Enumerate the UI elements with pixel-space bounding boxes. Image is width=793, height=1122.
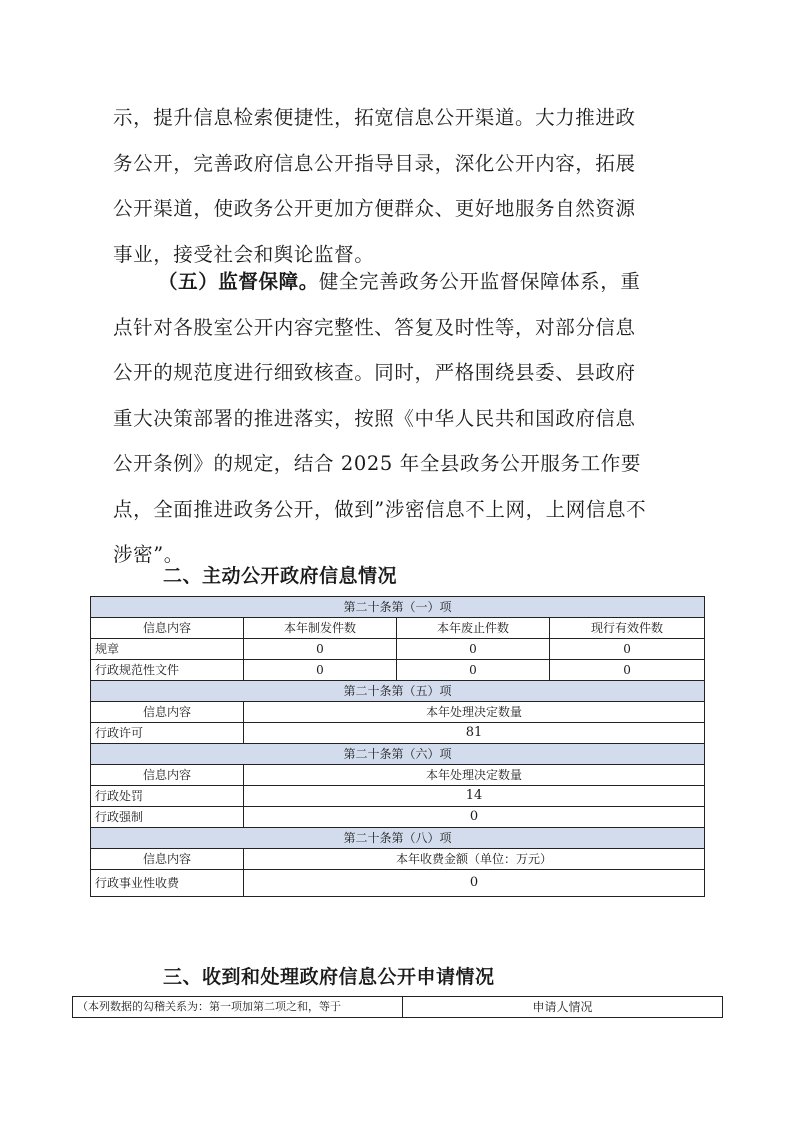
text-line: 事业，接受社会和舆论监督。 (113, 242, 375, 266)
text-line: 公开渠道，使政务公开更加方便群众、更好地服务自然资源 (113, 197, 636, 220)
cell-value: 0 (244, 807, 705, 828)
cell-value: 0 (397, 639, 550, 660)
column-header: 信息内容 (91, 849, 244, 870)
table-header-row (91, 849, 705, 870)
paragraph-supervision (113, 259, 680, 578)
table-header-row (91, 618, 705, 639)
table-row (91, 786, 705, 807)
table-section-row (91, 828, 705, 849)
column-header: 本年处理决定数量 (244, 702, 705, 723)
text-line: 务公开，完善政府信息公开指导目录，深化公开内容，拓展 (113, 151, 636, 175)
column-header: 信息内容 (91, 618, 244, 639)
cell-value: 0 (244, 870, 705, 897)
cell-value: 81 (244, 723, 705, 744)
column-header: 信息内容 (91, 765, 244, 786)
text-line: 健全完善政务公开监督保障体系，重 (318, 270, 641, 293)
table-row (91, 660, 705, 681)
table-row (91, 723, 705, 744)
cell-value: 0 (397, 660, 550, 681)
section-header-article-20-1: 第二十条第（一）项 (91, 597, 705, 618)
cell-value: 0 (244, 639, 397, 660)
table-section-row (91, 744, 705, 765)
section-title-request-handling: 三、收到和处理政府信息公开申请情况 (163, 966, 495, 988)
text-line: 示，提升信息检索便捷性，拓宽信息公开渠道。大力推进政 (113, 106, 636, 129)
text-line: 涉密”。 (113, 543, 184, 566)
section-header-article-20-5: 第二十条第（五）项 (91, 681, 705, 702)
column-header: 现行有效件数 (550, 618, 705, 639)
section-header-article-20-8: 第二十条第（八）项 (91, 828, 705, 849)
table-section-row (91, 681, 705, 702)
table-row (91, 639, 705, 660)
column-header: 本年处理决定数量 (244, 765, 705, 786)
column-header: 本年制发件数 (244, 618, 397, 639)
row-label: 行政许可 (91, 723, 244, 744)
row-label: 规章 (91, 639, 244, 660)
text-line: 公开的规范度进行细致核查。同时，严格围绕县委、县政府 (113, 361, 636, 384)
active-disclosure-table (90, 596, 705, 897)
table-header-row (91, 702, 705, 723)
table-row (91, 870, 705, 897)
row-label: 行政处罚 (91, 786, 244, 807)
cell-value: 0 (550, 660, 705, 681)
row-label: 行政强制 (91, 807, 244, 828)
column-header: 本年废止件数 (397, 618, 550, 639)
table-row (91, 807, 705, 828)
column-header: 本年收费金额（单位：万元） (244, 849, 705, 870)
paragraph-disclosure-channels (113, 95, 680, 277)
text-line: 公开条例》的规定，结合 2025 年全县政务公开服务工作要 (113, 452, 641, 475)
section-title-active-disclosure: 二、主动公开政府信息情况 (163, 565, 398, 587)
table-header-row (73, 997, 723, 1018)
row-label: 行政事业性收费 (91, 870, 244, 897)
row-label: 行政规范性文件 (91, 660, 244, 681)
section-header-article-20-6: 第二十条第（六）项 (91, 744, 705, 765)
text-line: 点针对各股室公开内容完整性、答复及时性等，对部分信息 (113, 315, 636, 339)
text-line: 点，全面推进政务公开，做到”涉密信息不上网，上网信息不 (113, 497, 647, 521)
column-header: 信息内容 (91, 702, 244, 723)
column-note: （本列数据的勾稽关系为：第一项加第二项之和，等于 (73, 997, 403, 1018)
cell-value: 14 (244, 786, 705, 807)
table-section-row (91, 597, 705, 618)
cell-value: 0 (550, 639, 705, 660)
request-handling-table (72, 996, 723, 1018)
table-header-row (91, 765, 705, 786)
column-header: 申请人情况 (403, 997, 723, 1018)
text-line: 重大决策部署的推进落实，按照《中华人民共和国政府信息 (113, 406, 636, 430)
paragraph-heading: （五）监督保障。 (158, 270, 319, 293)
cell-value: 0 (244, 660, 397, 681)
